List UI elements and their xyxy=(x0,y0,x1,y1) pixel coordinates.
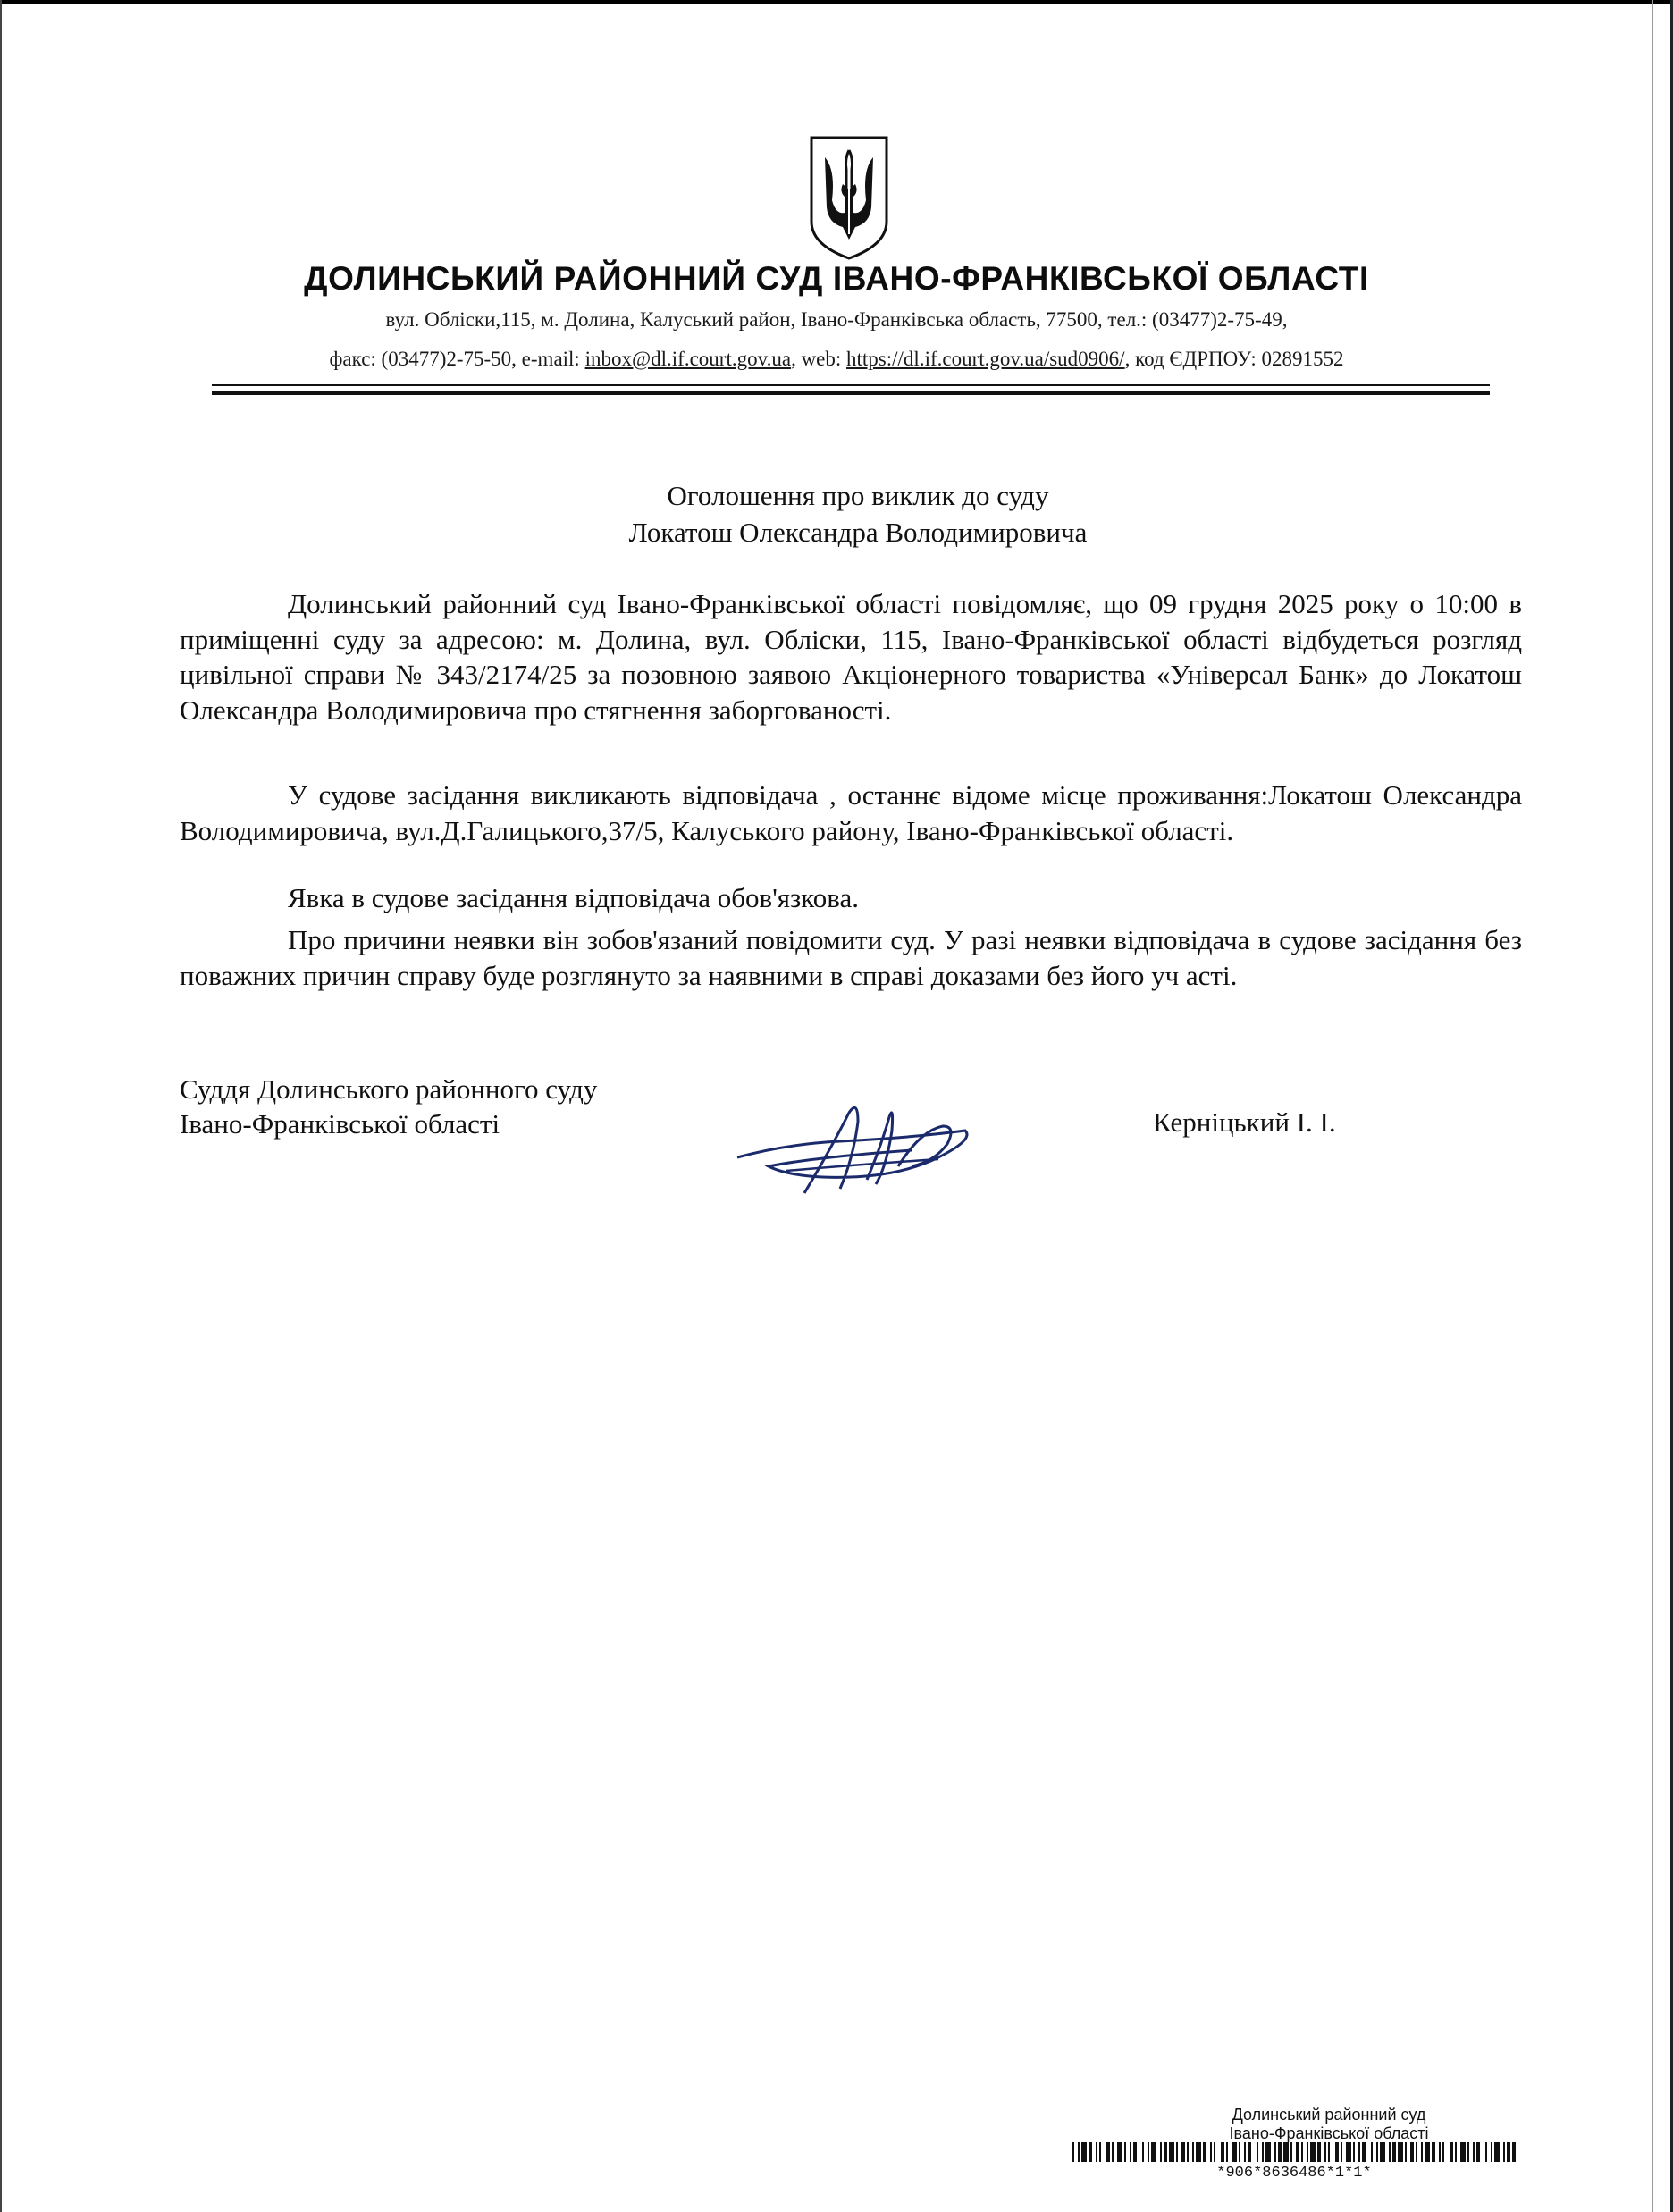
page-margin-line xyxy=(1652,0,1653,2212)
notice-paragraph-absence xyxy=(180,922,1522,993)
paragraph-text: Долинський районний суд Івано-Франківської області повідомляє, що 09 грудня 2025 року о 10:00 в приміщенні суду за адресою: м. Долина, вул. Обліски, 115, Івано-Франківської області відбудеться розгляд цивільної справи № 343/2174/25 за позовною заявою Акціонерного товариства «Універсал Банк» до Локатош Олександра Володимировича про стягнення заборгованості. xyxy=(180,588,1522,726)
court-name-heading: ДОЛИНСЬКИЙ РАЙОННИЙ СУД ІВАНО-ФРАНКІВСЬКОЇ ОБЛАСТІ xyxy=(304,260,1369,297)
paragraph-text: У судове засідання викликають відповідача , останнє відоме місце проживання:Локатош Олександра Володимировича, вул.Д.Галицького,37/5, Калуського району, Івано-Франківської області. xyxy=(180,779,1522,846)
website-link[interactable]: https://dl.if.court.gov.ua/sud0906/ xyxy=(846,348,1125,370)
trident-coat-of-arms-icon xyxy=(807,134,891,261)
registration-stamp-court: Долинський районний суд xyxy=(1232,2106,1426,2124)
header-divider-thick xyxy=(212,391,1490,395)
email-link[interactable]: inbox@dl.if.court.gov.ua xyxy=(584,348,792,370)
notice-paragraph-summons xyxy=(180,778,1522,848)
edrpou-code: , код ЄДРПОУ: 02891552 xyxy=(1124,348,1344,370)
page-left-edge xyxy=(0,0,2,2212)
announcement-title: Оголошення про виклик до суду xyxy=(667,480,1049,511)
judge-role-line1: Суддя Долинського районного суду xyxy=(180,1073,598,1105)
page-top-edge xyxy=(0,0,1673,4)
announcement-subject: Локатош Олександра Володимировича xyxy=(628,517,1088,548)
registration-stamp-region: Івано-Франківської області xyxy=(1229,2124,1429,2142)
judge-name: Керніцький І. І. xyxy=(1153,1106,1336,1138)
fax-label: факс: (03477)2-75-50, e-mail: xyxy=(329,348,585,370)
barcode-number: *906*8636486*1*1* xyxy=(1216,2165,1372,2182)
header-divider-thin xyxy=(212,384,1490,386)
web-label: , web: xyxy=(791,348,847,370)
notice-paragraph-attendance xyxy=(180,880,1522,916)
document-barcode xyxy=(1072,2142,1516,2162)
paragraph-text: Про причини неявки він зобов'язаний повідомити суд. У разі неявки відповідача в судове засідання без поважних причин справу буде розглянуто за наявними в справі доказами без його уч асті. xyxy=(180,924,1522,991)
notice-paragraph-hearing xyxy=(180,586,1522,728)
court-contacts-line xyxy=(0,348,1673,371)
judge-role-line2: Івано-Франківської області xyxy=(180,1108,500,1140)
court-address-line: вул. Обліски,115, м. Долина, Калуський район, Івано-Франківська область, 77500, тел.: (03477)2-75-49, xyxy=(385,308,1288,331)
paragraph-text: Явка в судове засідання відповідача обов'язкова. xyxy=(288,882,860,913)
handwritten-signature xyxy=(733,1095,983,1202)
